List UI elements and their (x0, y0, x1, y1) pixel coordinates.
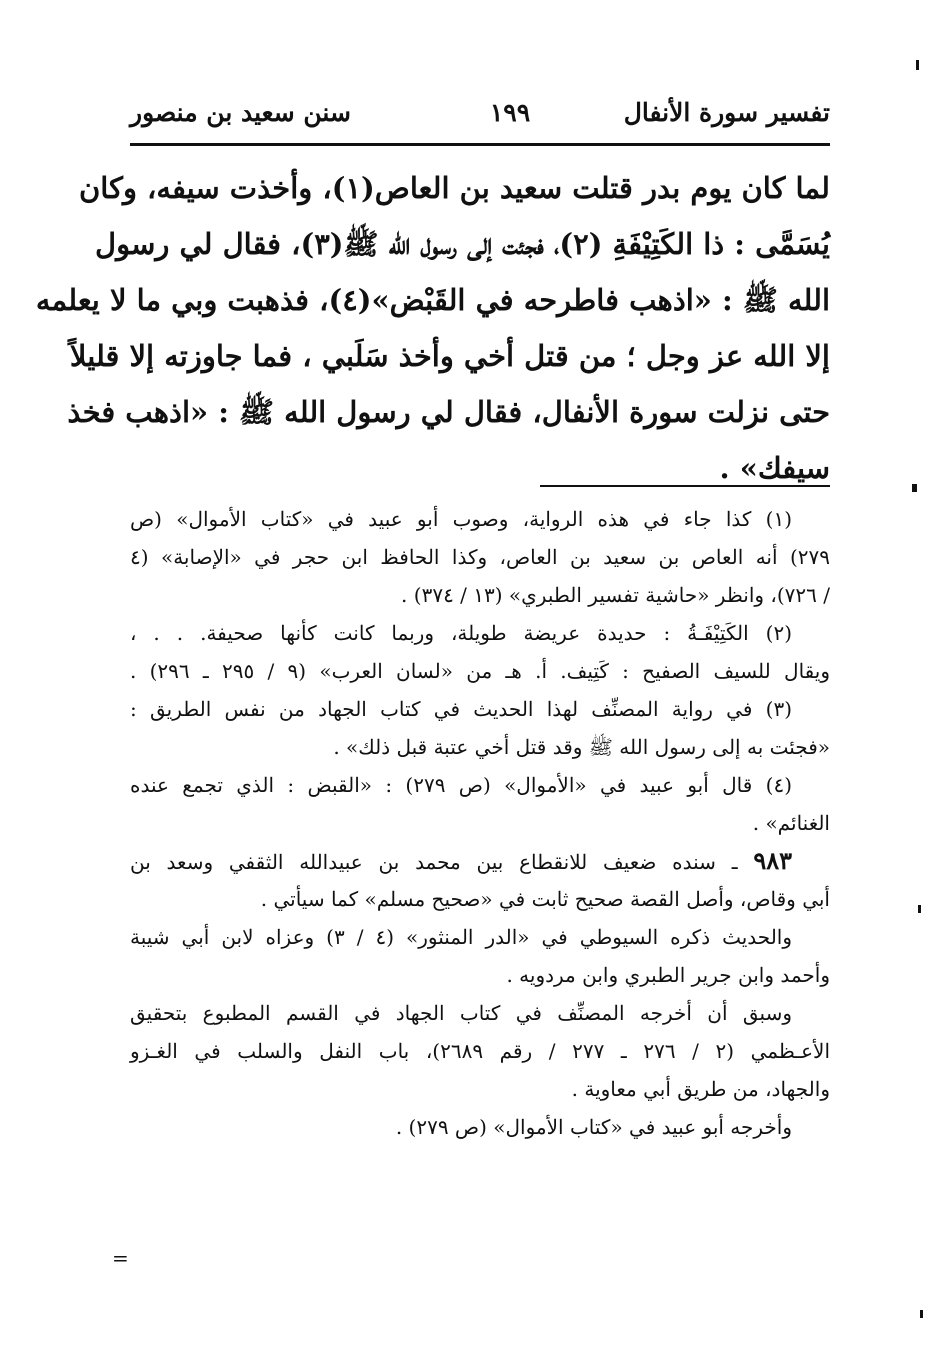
footnote-line: الغنائم» . (752, 811, 830, 835)
hadith-line: الله ﷺ : «اذهب فاطرحه في القَبْض»(٤)، فذهبت وبي ما لا يعلمه (35, 283, 830, 317)
footnote-line: (١) كذا جاء في هذه الرواية، وصوب أبو عبيد في «كتاب الأموال» (ص (130, 507, 792, 531)
commentary-text: ـ سنده ضعيف للانقطاع بين محمد بن عبيدالله الثقفي وسعد بن (130, 850, 738, 874)
scan-speck (918, 905, 921, 913)
book-title: سنن سعيد بن منصور (130, 98, 351, 127)
commentary-line: الأعـظمي (٢ / ٢٧٦ ـ ٢٧٧ / رقم ٢٦٨٩)، باب النفل والسلب في الغـزو (130, 1039, 831, 1063)
footnote-line: / ٧٢٦)، وانظر «حاشية تفسير الطبري» (١٣ / ٣٧٤) . (401, 583, 830, 607)
footnote-line: (٢) الكَتِيْفَـةُ : حديدة عريضة طويلة، وربما كانت كأنها صحيفة. . . ، (130, 621, 792, 645)
scan-speck (920, 1310, 923, 1318)
footnote-line: (٤) قال أبو عبيد في «الأموال» (ص ٢٧٩) : «القبض : الذي تجمع عنده (130, 773, 792, 797)
footnote-line: «فجئت به إلى رسول الله ﷺ وقد قتل أخي عتبة قبل ذلك» . (333, 735, 830, 759)
notes-section (130, 500, 830, 1146)
hadith-line: يُسَمَّى : ذا الكَتِيْفَةِ (٢)، فجئت إلى رسول الله ﷺ(٣)، فقال لي رسول (95, 227, 830, 261)
commentary-line: والجهاد، من طريق أبي معاوية . (571, 1077, 830, 1101)
header-rule (130, 143, 830, 146)
hadith-text (35, 160, 830, 496)
scan-speck (912, 484, 917, 492)
chapter-title: تفسير سورة الأنفال (623, 98, 830, 127)
hadith-line: إلا الله عز وجل ؛ من قتل أخي وأخذ سَلَبي ، فما جاوزته إلا قليلاً (69, 339, 830, 373)
commentary-line: والحديث ذكره السيوطي في «الدر المنثور» (٤ / ٣) وعزاه لابن أبي شيبة (130, 925, 793, 949)
page-header (130, 98, 830, 138)
commentary-line: أبي وقاص، وأصل القصة صحيح ثابت في «صحيح مسلم» كما سيأتي . (260, 887, 830, 911)
footnote-line: (٣) في رواية المصنِّف لهذا الحديث في كتاب الجهاد من نفس الطريق : (130, 697, 792, 721)
hadith-line: لما كان يوم بدر قتلت سعيد بن العاص(١)، وأخذت سيفه، وكان (79, 171, 830, 205)
hadith-line: سيفك» . (719, 451, 830, 485)
margin-mark: = (112, 1246, 129, 1270)
commentary-line: وسبق أن أخرجه المصنِّف في كتاب الجهاد في القسم المطبوع بتحقيق (130, 1001, 793, 1025)
commentary-line: وأخرجه أبو عبيد في «كتاب الأموال» (ص ٢٧٩) . (395, 1115, 792, 1139)
scan-speck (916, 60, 919, 70)
commentary-line: وأحمد وابن جرير الطبري وابن مردويه . (506, 963, 830, 987)
page-number: ١٩٩ (489, 98, 531, 127)
footnote-line: ٢٧٩) أنه العاص بن سعيد بن العاص، وكذا الحافظ ابن حجر في «الإصابة» (٤ (130, 545, 830, 569)
hadith-line: حتى نزلت سورة الأنفال، فقال لي رسول الله ﷺ : «اذهب فخذ (67, 395, 830, 429)
footnote-rule (540, 485, 830, 487)
commentary-first-line (130, 842, 830, 880)
hadith-number: ٩٨٣ (753, 846, 793, 875)
footnote-line: ويقال للسيف الصفيح : كَتِيف. أ. هـ من «لسان العرب» (٩ / ٢٩٥ ـ ٢٩٦) . (130, 659, 831, 683)
